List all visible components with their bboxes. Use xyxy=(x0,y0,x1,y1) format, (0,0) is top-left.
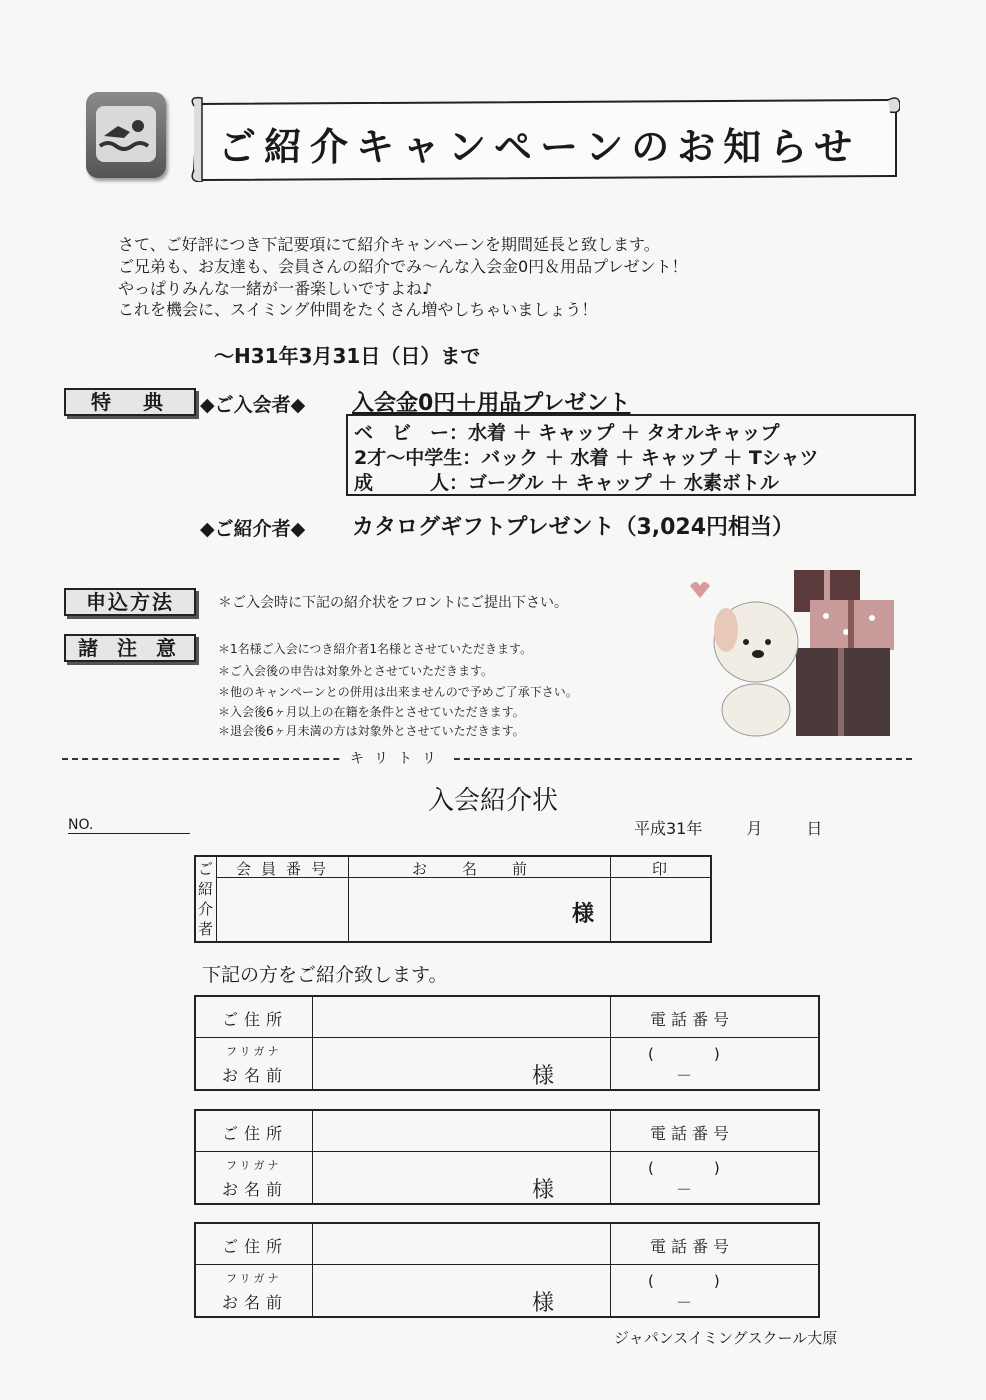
referrer-member-number-header: 会員番号 xyxy=(236,860,337,878)
phone-dash: － xyxy=(676,1293,693,1312)
referrer-name-header: お 名 前 xyxy=(412,860,538,878)
honorific: 様 xyxy=(532,1178,555,1203)
notes-label: 諸 注 意 xyxy=(64,634,196,662)
furigana-label: フリガナ xyxy=(226,1159,282,1172)
phone-label: 電話番号 xyxy=(650,1010,735,1029)
area-code-paren: ( ) xyxy=(648,1159,720,1177)
gift-row-child: 2才～中学生：バック ＋ 水着 ＋ キャップ ＋ Tシャツ xyxy=(354,447,819,469)
introduce-text: 下記の方をご紹介致します。 xyxy=(202,964,448,986)
form-number-field: NO. xyxy=(68,817,190,834)
school-name: ジャパンスイミングスクール大原 xyxy=(614,1329,838,1347)
swimmer-icon xyxy=(86,92,166,178)
note-item: ＊他のキャンペーンとの併用は出来ませんので予めご了承下さい。 xyxy=(218,685,578,699)
name-label: お名前 xyxy=(222,1066,289,1085)
area-code-paren: ( ) xyxy=(648,1272,720,1290)
application-text: ＊ご入会時に下記の紹介状をフロントにご提出下さい。 xyxy=(218,595,568,611)
phone-dash: － xyxy=(676,1066,693,1085)
note-item: ＊ご入会後の申告は対象外とさせていただきます。 xyxy=(218,664,494,678)
name-label: お名前 xyxy=(222,1180,289,1199)
benefit-label: 特 典 xyxy=(64,388,196,416)
referrer-seal-header: 印 xyxy=(652,860,678,878)
intro-line-4: これを機会に、スイミング仲間をたくさん増やしちゃいましょう！ xyxy=(118,300,598,319)
cut-line xyxy=(62,758,912,761)
cut-label: キリトリ xyxy=(342,748,454,768)
deadline: ～H31年3月31日（日）まで xyxy=(214,344,481,368)
furigana-label: フリガナ xyxy=(226,1272,282,1285)
newcomer-label: ◆ご入会者◆ xyxy=(200,394,306,416)
gift-row-baby: ベ ビ ー：水着 ＋ キャップ ＋ タオルキャップ xyxy=(354,422,780,444)
referrer-label: ◆ご紹介者◆ xyxy=(200,518,306,540)
furigana-label: フリガナ xyxy=(226,1045,282,1058)
referrer-side-label: ご紹介者 xyxy=(198,860,214,938)
address-label: ご住所 xyxy=(222,1010,289,1029)
name-label: お名前 xyxy=(222,1293,289,1312)
address-label: ご住所 xyxy=(222,1124,289,1143)
newcomer-benefit: 入会金0円＋用品プレゼント xyxy=(352,391,631,416)
referrer-benefit: カタログギフトプレゼント（3,024円相当） xyxy=(352,515,795,540)
honorific: 様 xyxy=(532,1291,555,1316)
page-title: ご紹介キャンペーンのお知らせ xyxy=(218,125,861,169)
referrer-table xyxy=(194,855,712,943)
introduced-entry-3 xyxy=(194,1222,820,1318)
area-code-paren: ( ) xyxy=(648,1045,720,1063)
intro-line-3: やっぱりみんな一緒が一番楽しいですよね♪ xyxy=(118,279,433,298)
phone-dash: － xyxy=(676,1180,693,1199)
application-label: 申込方法 xyxy=(64,588,196,616)
introduced-entry-1 xyxy=(194,995,820,1091)
note-item: ＊1名様ご入会につき紹介者1名様とさせていただきます。 xyxy=(218,642,533,656)
dog-with-gifts-illustration xyxy=(676,560,896,740)
form-date: 平成31年 月 日 xyxy=(634,819,823,838)
gift-items-table xyxy=(346,414,916,496)
gift-row-adult: 成 人：ゴーグル ＋ キャップ ＋ 水素ボトル xyxy=(354,472,779,494)
intro-line-1: さて、ご好評につき下記要項にて紹介キャンペーンを期間延長と致します。 xyxy=(118,235,660,254)
address-label: ご住所 xyxy=(222,1237,289,1256)
note-item: ＊退会後6ヶ月未満の方は対象外とさせていただきます。 xyxy=(218,724,525,738)
form-title: 入会紹介状 xyxy=(427,786,558,816)
note-item: ＊入会後6ヶ月以上の在籍を条件とさせていただきます。 xyxy=(218,705,525,719)
intro-line-2: ご兄弟も、お友達も、会員さんの紹介でみ～んな入会金0円＆用品プレゼント！ xyxy=(118,257,688,276)
referrer-honorific: 様 xyxy=(572,902,595,927)
honorific: 様 xyxy=(532,1064,555,1089)
phone-label: 電話番号 xyxy=(650,1124,735,1143)
introduced-entry-2 xyxy=(194,1109,820,1205)
phone-label: 電話番号 xyxy=(650,1237,735,1256)
